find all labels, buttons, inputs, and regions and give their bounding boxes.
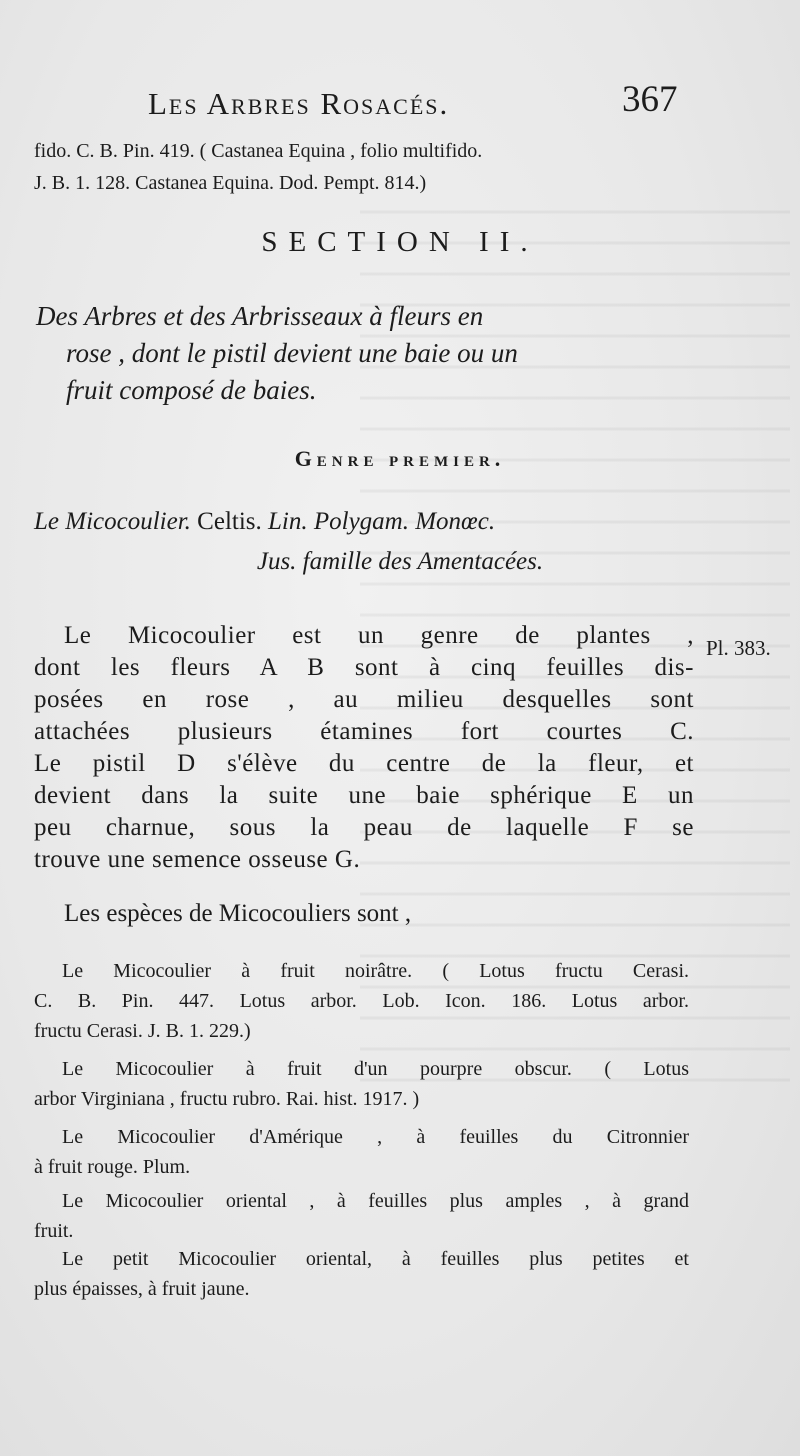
page-header: [0, 78, 800, 128]
family-line: Jus. famille des Amentacées.: [256, 548, 544, 575]
species-line: Le Micocoulier à fruit noirâtre. ( Lotus fructu Cerasi.: [62, 960, 689, 982]
species-line: Le Micocoulier à fruit d'un pourpre obscur. ( Lotus: [62, 1058, 689, 1080]
species-entry: [34, 1054, 689, 1114]
genus-classification: Lin. Polygam. Monœc.: [268, 508, 496, 535]
description-line: posées en rose , au milieu desquelles sont: [34, 686, 694, 713]
section-heading-line: Des Arbres et des Arbrisseaux à fleurs en: [36, 301, 484, 331]
species-line: fruit.: [34, 1220, 74, 1242]
section-title: SECTION II.: [261, 226, 539, 258]
page-number: 367: [622, 79, 678, 120]
reference-line: J. B. 1. 128. Castanea Equina. Dod. Pempt. 814.): [34, 172, 427, 194]
species-entry: [34, 1244, 689, 1304]
genus-description: [34, 620, 694, 876]
description-line: attachées plusieurs étamines fort courtes C.: [34, 718, 694, 745]
section-heading-line: rose , dont le pistil devient une baie ou un: [66, 338, 518, 368]
species-line: arbor Virginiana , fructu rubro. Rai. hist. 1917. ): [34, 1088, 420, 1110]
description-line: dont les fleurs A B sont à cinq feuilles dis-: [34, 654, 694, 681]
genus-latin: Celtis.: [190, 508, 269, 535]
running-title: Les Arbres Rosacés.: [148, 86, 450, 121]
reference-line: fido. C. B. Pin. 419. ( Castanea Equina , folio multifido.: [34, 140, 483, 162]
plate-reference: Pl. 383.: [706, 636, 771, 660]
description-line: trouve une semence osseuse G.: [34, 846, 361, 873]
species-line: Le Micocoulier oriental , à feuilles plus amples , à grand: [62, 1190, 689, 1212]
species-entry: [34, 956, 689, 1046]
section-heading: [36, 298, 696, 409]
species-line: fructu Cerasi. J. B. 1. 229.): [34, 1020, 251, 1042]
description-line: peu charnue, sous la peau de laquelle F se: [34, 814, 694, 841]
description-line: Le pistil D s'élève du centre de la fleur, et: [34, 750, 694, 777]
species-line: Le petit Micocoulier oriental, à feuilles plus petites et: [62, 1248, 689, 1270]
genre-title: Genre premier.: [294, 446, 506, 471]
section-heading-line: fruit composé de baies.: [66, 375, 317, 405]
description-line: devient dans la suite une baie sphérique E un: [34, 782, 694, 809]
species-line: C. B. Pin. 447. Lotus arbor. Lob. Icon. 186. Lotus arbor.: [34, 990, 689, 1012]
species-entry: [34, 1186, 689, 1246]
species-line: Le Micocoulier d'Amérique , à feuilles du Citronnier: [62, 1126, 689, 1148]
species-heading: Les espèces de Micocouliers sont ,: [64, 900, 412, 927]
genus-name: Le Micocoulier.: [34, 508, 191, 535]
species-line: plus épaisses, à fruit jaune.: [34, 1278, 250, 1300]
species-line: à fruit rouge. Plum.: [34, 1156, 191, 1178]
genus-line: [34, 508, 495, 536]
species-entry: [34, 1122, 689, 1182]
description-line: Le Micocoulier est un genre de plantes ,: [64, 622, 694, 649]
